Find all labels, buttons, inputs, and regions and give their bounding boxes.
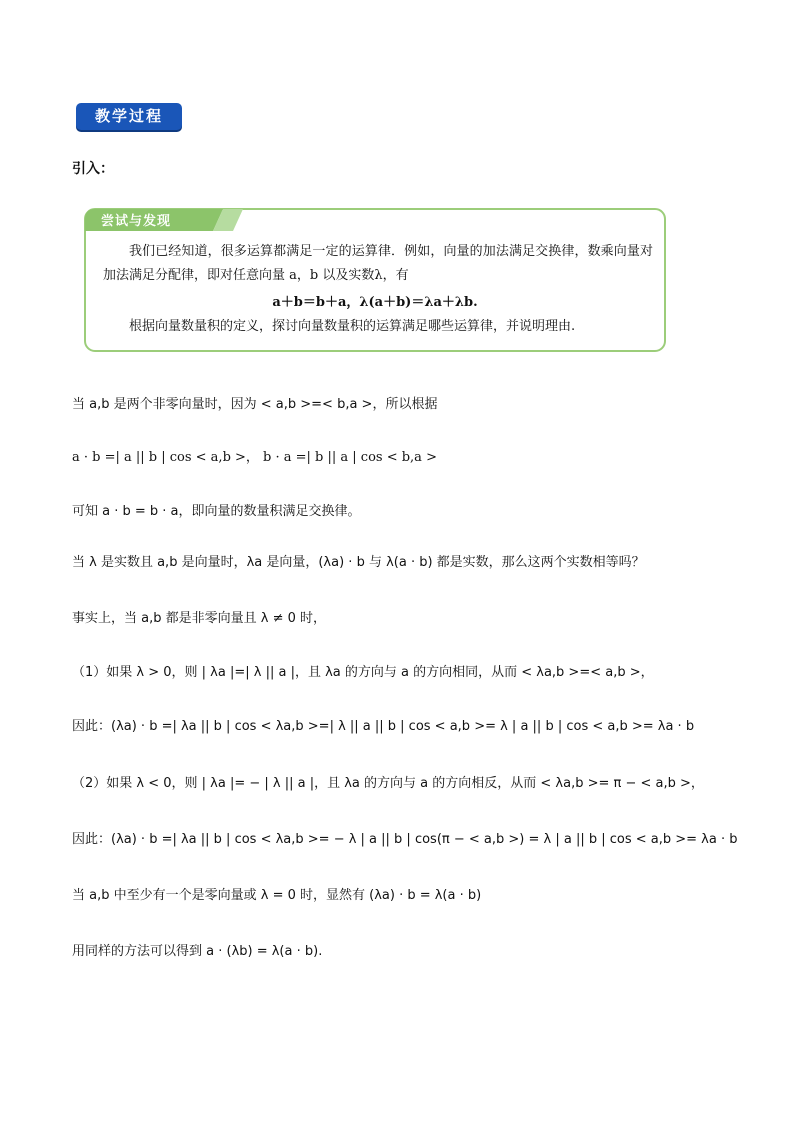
formula-line: 因此：(λa) · b =| λa || b | cos < λa,b >= − λ | a || b | cos(π − < a,b >) = λ | a || b | cos < a,b >= λa · b — [72, 832, 738, 847]
text-line: （1）如果 λ > 0，则 | λa |=| λ || a |，且 λa 的方向与 a 的方向相同，从而 < λa,b >=< a,b >， — [72, 665, 654, 680]
panel-formula: a＋b＝b＋a，λ(a＋b)＝λa＋λb. — [272, 295, 478, 310]
text-line: 可知 a · b = b · a，即向量的数量积满足交换律。 — [72, 504, 361, 519]
intro-label: 引入： — [72, 161, 114, 177]
section-badge: 教学过程 — [76, 103, 182, 130]
formula-line: 因此：(λa) · b =| λa || b | cos < λa,b >=| λ || a || b | cos < a,b >= λ | a || b | cos < a,b >= λa · b — [72, 719, 695, 734]
text-line: （2）如果 λ < 0，则 | λa |= − | λ || a |，且 λa 的方向与 a 的方向相反，从而 < λa,b >= π − < a,b >， — [72, 776, 704, 791]
text-line: 当 λ 是实数且 a,b 是向量时，λa 是向量，(λa) · b 与 λ(a · b) 都是实数，那么这两个实数相等吗？ — [72, 555, 645, 570]
text-line: 事实上，当 a,b 都是非零向量且 λ ≠ 0 时， — [72, 611, 327, 626]
panel-paragraph: 我们已经知道，很多运算都满足一定的运算律．例如，向量的加法满足交换律，数乘向量对加法满足分配律，即对任意向量 a，b 以及实数λ，有 — [103, 244, 653, 283]
text-line: 当 a,b 是两个非零向量时，因为 < a,b >=< b,a >，所以根据 — [72, 397, 438, 412]
panel-title: 尝试与发现 — [101, 214, 172, 229]
try-and-discover-panel — [83, 207, 667, 353]
formula-line: a · b =| a || b | cos < a,b >， b · a =| b || a | cos < b,a > — [72, 450, 437, 465]
text-line: 用同样的方法可以得到 a · (λb) = λ(a · b). — [72, 944, 323, 959]
panel-paragraph: 根据向量数量积的定义，探讨向量数量积的运算满足哪些运算律，并说明理由. — [129, 319, 576, 334]
text-line: 当 a,b 中至少有一个是零向量或 λ = 0 时，显然有 (λa) · b = λ(a · b) — [72, 888, 482, 903]
